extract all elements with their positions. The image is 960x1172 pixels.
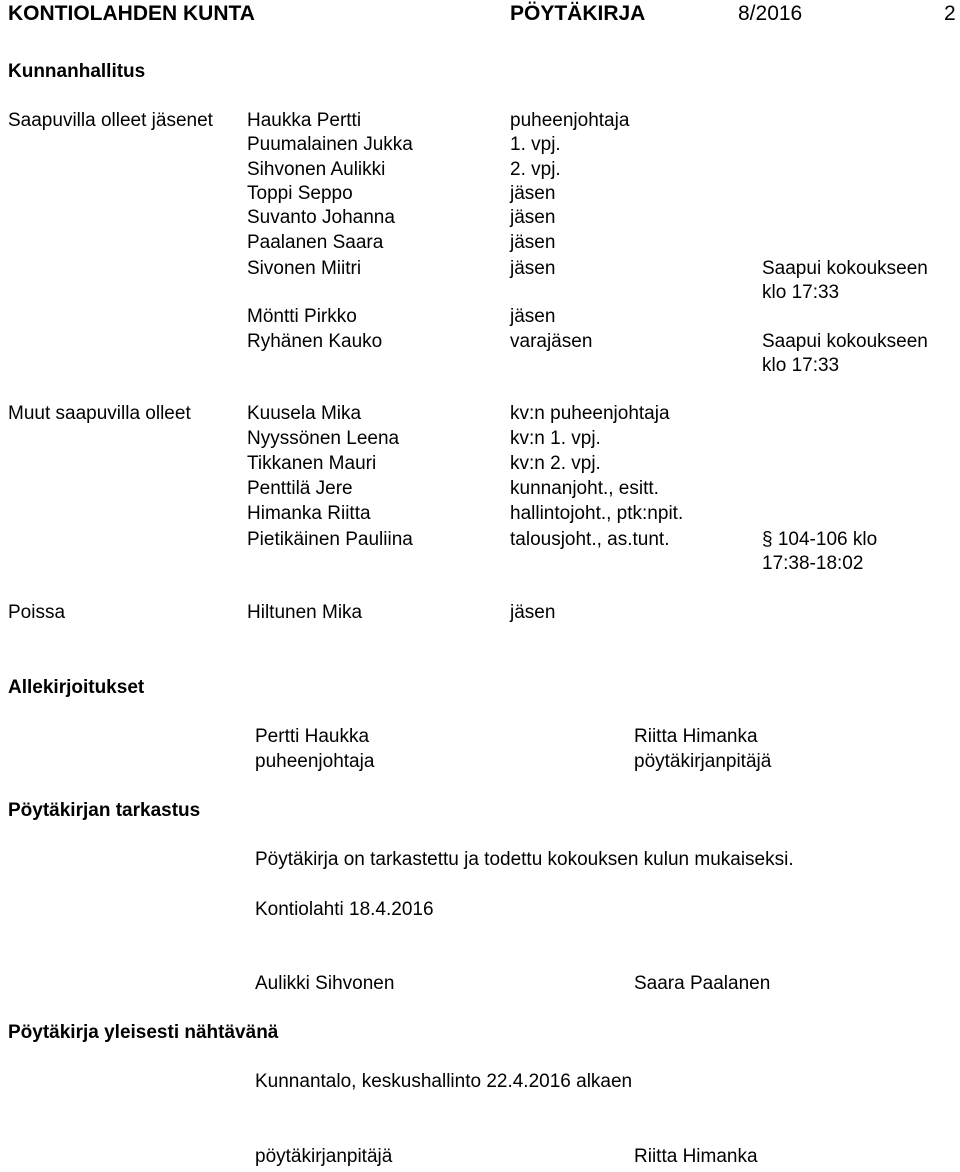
member-role: varajäsen — [510, 331, 593, 352]
secretary-name: Riitta Himanka — [634, 726, 758, 747]
other-role: talousjoht., as.tunt. — [510, 529, 670, 550]
member-role: puheenjohtaja — [510, 110, 630, 131]
member-name: Sivonen Miitri — [247, 258, 362, 279]
doc-number: 8/2016 — [738, 2, 803, 25]
member-role: 1. vpj. — [510, 134, 561, 155]
member-role: jäsen — [510, 306, 556, 327]
public-label: Pöytäkirja yleisesti nähtävänä — [8, 1022, 279, 1043]
reviewer-2: Saara Paalanen — [634, 973, 771, 994]
member-role: jäsen — [510, 207, 556, 228]
page-number: 2 — [944, 2, 956, 25]
reviewer-1: Aulikki Sihvonen — [255, 973, 395, 994]
review-place-date: Kontiolahti 18.4.2016 — [255, 899, 434, 920]
member-name: Suvanto Johanna — [247, 207, 395, 228]
member-role: jäsen — [510, 232, 556, 253]
other-role: kv:n 2. vpj. — [510, 453, 601, 474]
member-note-time: klo 17:33 — [762, 355, 840, 376]
member-role: jäsen — [510, 183, 556, 204]
public-name: Riitta Himanka — [634, 1146, 758, 1167]
absent-role: jäsen — [510, 602, 556, 623]
body-name: Kunnanhallitus — [8, 61, 146, 82]
other-role: kv:n 1. vpj. — [510, 428, 601, 449]
other-name: Nyyssönen Leena — [247, 428, 400, 449]
other-role: kunnanjoht., esitt. — [510, 478, 659, 499]
absent-name: Hiltunen Mika — [247, 602, 363, 623]
member-name: Haukka Pertti — [247, 110, 362, 131]
member-note: Saapui kokoukseen — [762, 258, 928, 279]
public-title: pöytäkirjanpitäjä — [255, 1146, 393, 1167]
public-location: Kunnantalo, keskushallinto 22.4.2016 alkaen — [255, 1071, 633, 1092]
other-note-time: 17:38-18:02 — [762, 553, 864, 574]
chair-title: puheenjohtaja — [255, 751, 375, 772]
review-label: Pöytäkirjan tarkastus — [8, 800, 201, 821]
member-name: Puumalainen Jukka — [247, 134, 413, 155]
other-role: hallintojoht., ptk:npit. — [510, 503, 684, 524]
secretary-title: pöytäkirjanpitäjä — [634, 751, 772, 772]
member-note-time: klo 17:33 — [762, 282, 840, 303]
member-name: Möntti Pirkko — [247, 306, 357, 327]
other-name: Himanka Riitta — [247, 503, 371, 524]
member-role: 2. vpj. — [510, 159, 561, 180]
other-name: Penttilä Jere — [247, 478, 353, 499]
member-name: Toppi Seppo — [247, 183, 353, 204]
other-role: kv:n puheenjohtaja — [510, 403, 670, 424]
municipality: KONTIOLAHDEN KUNTA — [8, 2, 255, 25]
member-name: Paalanen Saara — [247, 232, 384, 253]
doc-type: PÖYTÄKIRJA — [510, 2, 646, 25]
absent-label: Poissa — [8, 602, 66, 623]
present-label: Saapuvilla olleet jäsenet — [8, 110, 213, 131]
chair-name: Pertti Haukka — [255, 726, 370, 747]
member-name: Sihvonen Aulikki — [247, 159, 386, 180]
other-note: § 104-106 klo — [762, 529, 878, 550]
member-role: jäsen — [510, 258, 556, 279]
other-name: Kuusela Mika — [247, 403, 362, 424]
member-name: Ryhänen Kauko — [247, 331, 383, 352]
others-label: Muut saapuvilla olleet — [8, 403, 191, 424]
other-name: Tikkanen Mauri — [247, 453, 377, 474]
other-name: Pietikäinen Pauliina — [247, 529, 413, 550]
review-statement: Pöytäkirja on tarkastettu ja todettu kokouksen kulun mukaiseksi. — [255, 849, 794, 870]
member-note: Saapui kokoukseen — [762, 331, 928, 352]
signatures-label: Allekirjoitukset — [8, 677, 145, 698]
